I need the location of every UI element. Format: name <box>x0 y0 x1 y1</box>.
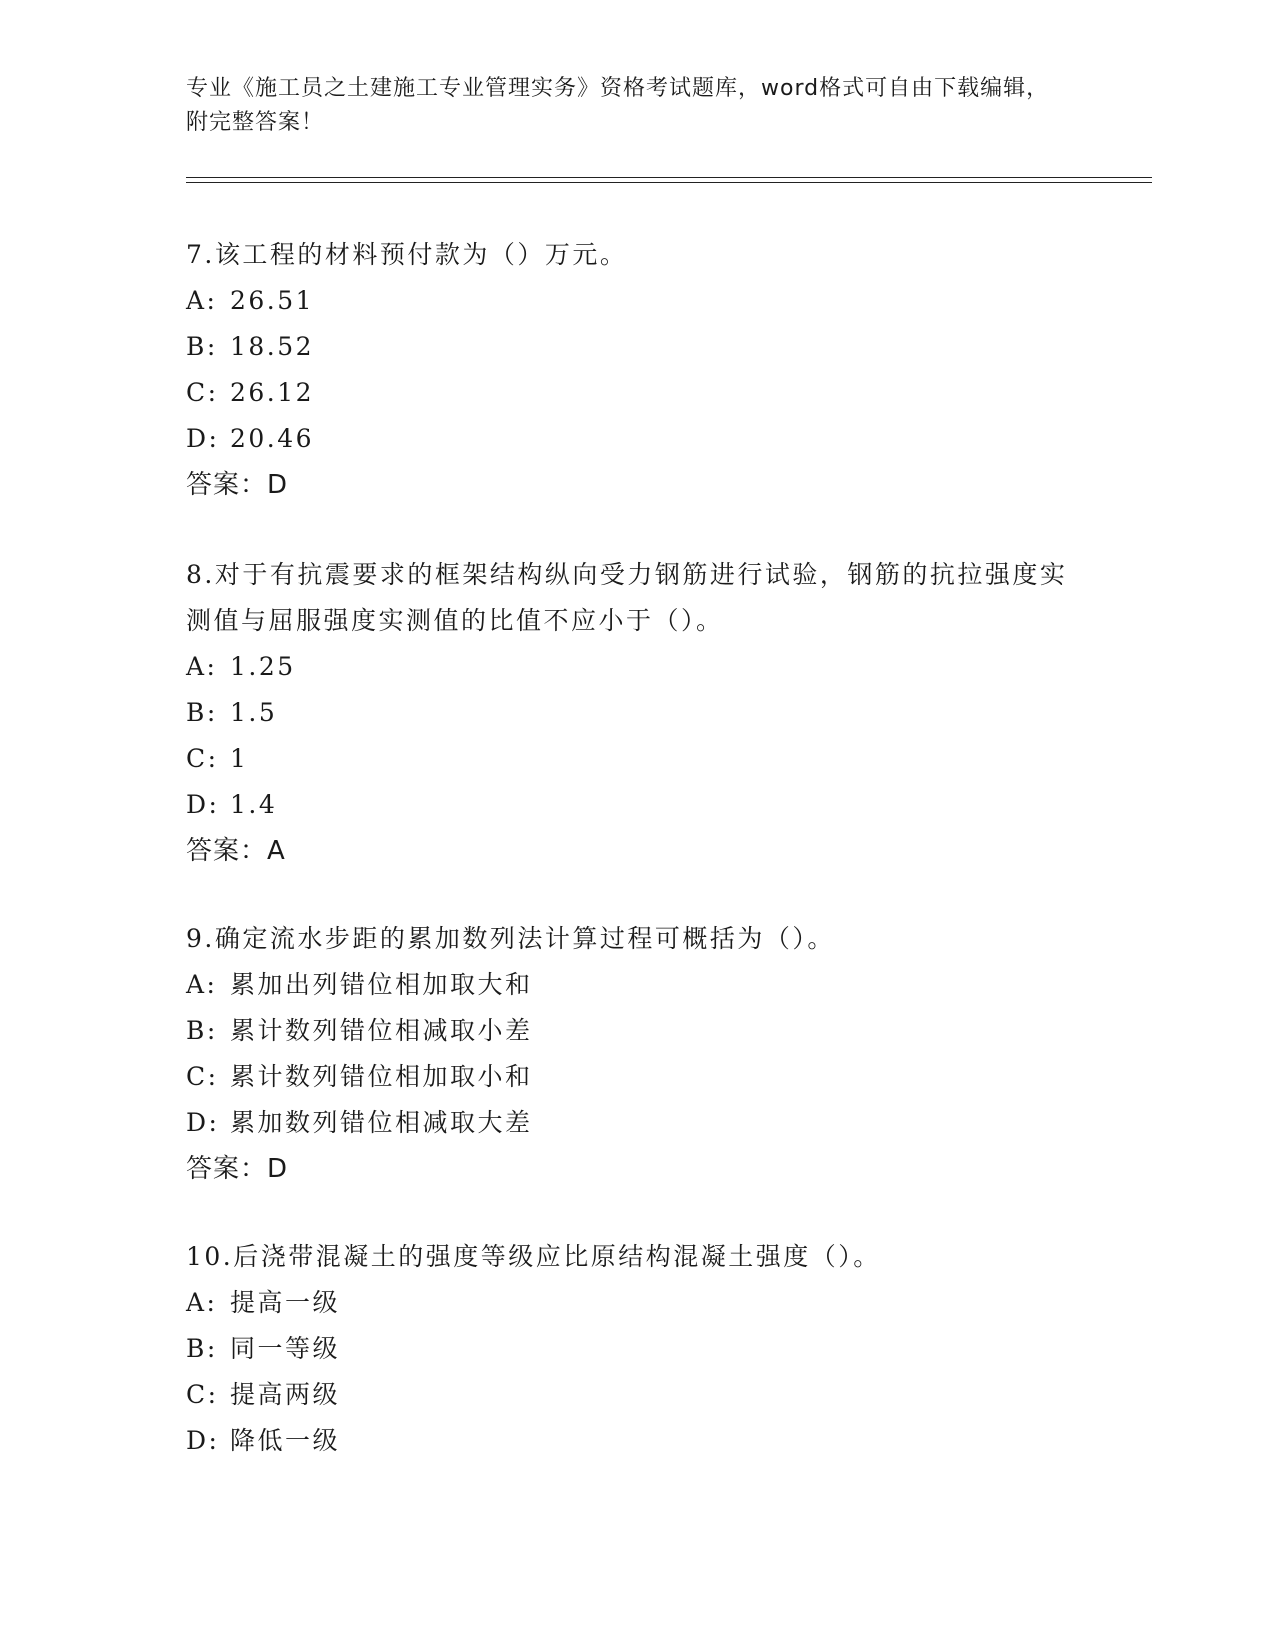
option-d <box>186 1418 1086 1464</box>
option-b <box>186 690 1086 736</box>
option-c <box>186 736 1086 782</box>
question-stem: 10.后浇带混凝土的强度等级应比原结构混凝土强度（）。 <box>186 1242 881 1271</box>
option-text: 累加出列错位相加取大和 <box>230 970 533 999</box>
question-7 <box>186 232 1086 508</box>
header-rule-bottom <box>186 182 1152 183</box>
option-text: 26.12 <box>230 378 315 407</box>
question-9 <box>186 916 1086 1192</box>
option-letter: B: <box>186 332 218 361</box>
option-d <box>186 1100 1086 1146</box>
question-10 <box>186 1234 1086 1464</box>
option-text: 同一等级 <box>230 1334 341 1363</box>
option-text: 提高一级 <box>230 1288 341 1317</box>
question-stem: 7.该工程的材料预付款为（）万元。 <box>186 240 628 269</box>
option-d <box>186 782 1086 828</box>
option-letter: D: <box>186 424 220 453</box>
option-d <box>186 416 1086 462</box>
option-text: 1.4 <box>230 790 278 819</box>
option-a <box>186 1280 1086 1326</box>
header-rule-top <box>186 177 1152 178</box>
option-text: 1.5 <box>230 698 278 727</box>
option-text: 1 <box>230 744 249 773</box>
option-letter: D: <box>186 1108 220 1137</box>
option-letter: D: <box>186 1426 220 1455</box>
option-letter: C: <box>186 378 219 407</box>
option-letter: B: <box>186 1016 218 1045</box>
option-letter: B: <box>186 1334 218 1363</box>
option-letter: B: <box>186 698 218 727</box>
option-letter: C: <box>186 744 219 773</box>
option-text: 18.52 <box>230 332 315 361</box>
option-letter: A: <box>186 1288 218 1317</box>
option-b <box>186 324 1086 370</box>
option-text: 提高两级 <box>230 1380 341 1409</box>
option-letter: D: <box>186 790 220 819</box>
option-b <box>186 1326 1086 1372</box>
option-c <box>186 1372 1086 1418</box>
question-8 <box>186 552 1086 874</box>
option-c <box>186 1054 1086 1100</box>
answer-line: 答案：D <box>186 1154 289 1184</box>
question-stem: 8.对于有抗震要求的框架结构纵向受力钢筋进行试验，钢筋的抗拉强度实测值与屈服强度实测值的比值不应小于（）。 <box>186 560 1068 635</box>
option-text: 累计数列错位相加取小和 <box>230 1062 533 1091</box>
option-letter: C: <box>186 1062 219 1091</box>
option-b <box>186 1008 1086 1054</box>
option-text: 累加数列错位相减取大差 <box>230 1108 533 1137</box>
option-letter: A: <box>186 286 218 315</box>
option-text: 20.46 <box>230 424 315 453</box>
option-text: 降低一级 <box>230 1426 341 1455</box>
option-letter: A: <box>186 652 218 681</box>
option-text: 26.51 <box>230 286 315 315</box>
document-header: 专业《施工员之土建施工专业管理实务》资格考试题库，word格式可自由下载编辑，附完整答案！ <box>186 76 1050 135</box>
option-letter: C: <box>186 1380 219 1409</box>
option-a <box>186 644 1086 690</box>
answer-line: 答案：D <box>186 470 289 500</box>
question-stem: 9.确定流水步距的累加数列法计算过程可概括为（）。 <box>186 924 835 953</box>
option-a <box>186 278 1086 324</box>
option-c <box>186 370 1086 416</box>
answer-line: 答案：A <box>186 836 286 866</box>
option-a <box>186 962 1086 1008</box>
option-text: 累计数列错位相减取小差 <box>230 1016 533 1045</box>
option-letter: A: <box>186 970 218 999</box>
option-text: 1.25 <box>230 652 296 681</box>
